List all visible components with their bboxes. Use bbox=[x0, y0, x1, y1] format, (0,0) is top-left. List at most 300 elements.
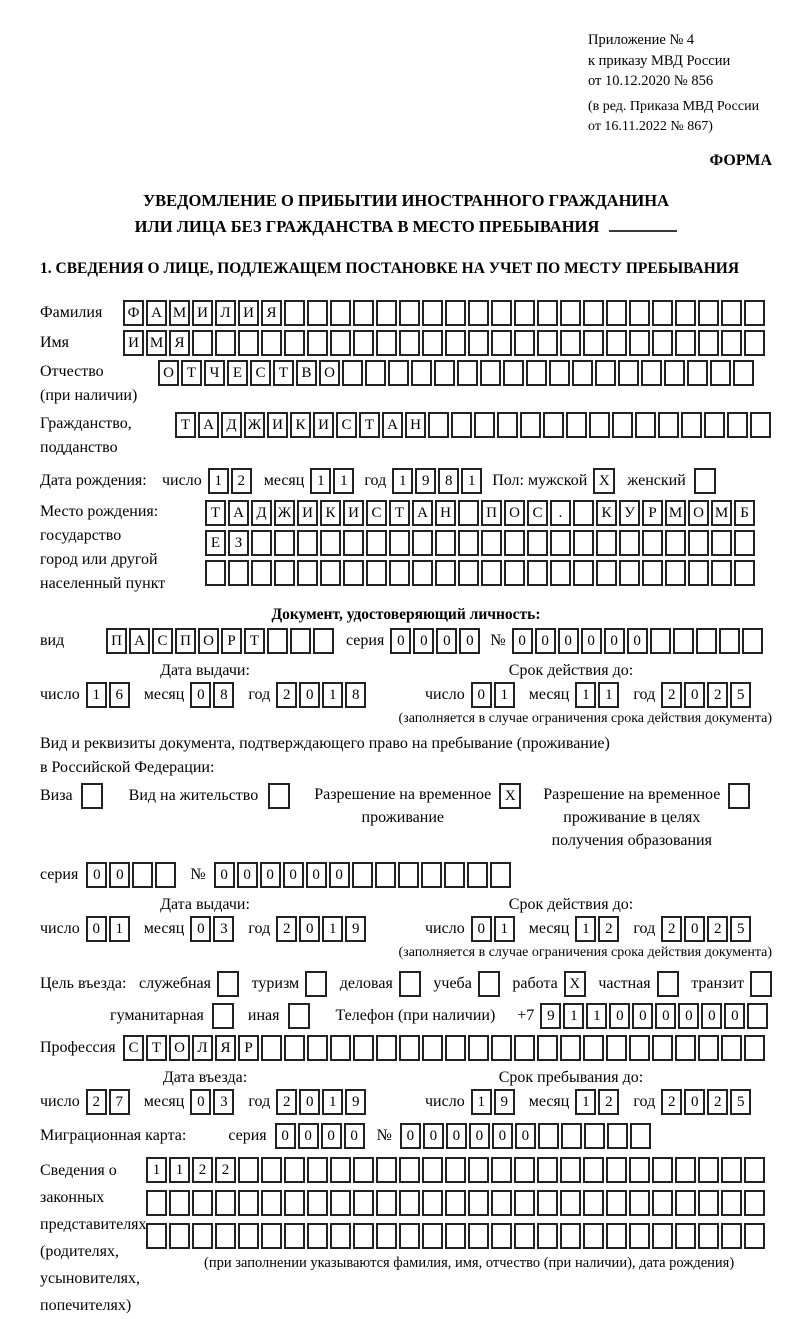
char-cell[interactable] bbox=[721, 300, 742, 326]
char-cell[interactable] bbox=[320, 560, 341, 586]
char-cell[interactable]: 2 bbox=[661, 682, 682, 708]
char-cell[interactable] bbox=[696, 628, 717, 654]
char-cell[interactable]: 2 bbox=[276, 682, 297, 708]
char-cell[interactable]: Я bbox=[169, 330, 190, 356]
char-cell[interactable] bbox=[561, 1123, 582, 1149]
char-cell[interactable]: 0 bbox=[423, 1123, 444, 1149]
char-cell[interactable] bbox=[313, 628, 334, 654]
char-cell[interactable]: 0 bbox=[299, 916, 320, 942]
char-cell[interactable] bbox=[675, 1190, 696, 1216]
char-cell[interactable] bbox=[583, 1190, 604, 1216]
char-cell[interactable]: 9 bbox=[345, 916, 366, 942]
char-cell[interactable]: 0 bbox=[632, 1003, 653, 1029]
char-cell[interactable]: И bbox=[192, 300, 213, 326]
char-cell[interactable] bbox=[618, 360, 639, 386]
char-cell[interactable] bbox=[560, 300, 581, 326]
char-cell[interactable]: 2 bbox=[598, 1089, 619, 1115]
char-cell[interactable] bbox=[520, 412, 541, 438]
char-cell[interactable]: 0 bbox=[471, 682, 492, 708]
char-cell[interactable] bbox=[606, 1223, 627, 1249]
char-cell[interactable]: С bbox=[336, 412, 357, 438]
char-cell[interactable]: 2 bbox=[192, 1157, 213, 1183]
char-cell[interactable] bbox=[527, 560, 548, 586]
char-cell[interactable]: И bbox=[297, 500, 318, 526]
char-cell[interactable] bbox=[375, 862, 396, 888]
char-cell[interactable]: Ж bbox=[244, 412, 265, 438]
char-cell[interactable] bbox=[583, 1157, 604, 1183]
char-cell[interactable] bbox=[514, 300, 535, 326]
char-cell[interactable]: Л bbox=[215, 300, 236, 326]
char-cell[interactable]: С bbox=[123, 1035, 144, 1061]
char-cell[interactable]: Ч bbox=[204, 360, 225, 386]
char-cell[interactable] bbox=[330, 330, 351, 356]
char-cell[interactable] bbox=[353, 1157, 374, 1183]
char-cell[interactable]: 0 bbox=[724, 1003, 745, 1029]
char-cell[interactable] bbox=[457, 360, 478, 386]
char-cell[interactable]: 0 bbox=[684, 682, 705, 708]
char-cell[interactable]: М bbox=[711, 500, 732, 526]
char-cell[interactable] bbox=[238, 1157, 259, 1183]
char-cell[interactable] bbox=[284, 1223, 305, 1249]
char-cell[interactable] bbox=[468, 1223, 489, 1249]
char-cell[interactable]: 1 bbox=[310, 468, 331, 494]
char-cell[interactable]: 1 bbox=[322, 916, 343, 942]
char-cell[interactable] bbox=[468, 300, 489, 326]
char-cell[interactable]: 8 bbox=[345, 682, 366, 708]
char-cell[interactable]: 0 bbox=[344, 1123, 365, 1149]
char-cell[interactable] bbox=[399, 1190, 420, 1216]
char-cell[interactable]: 1 bbox=[563, 1003, 584, 1029]
char-cell[interactable] bbox=[560, 1190, 581, 1216]
char-cell[interactable]: 0 bbox=[283, 862, 304, 888]
char-cell[interactable]: 2 bbox=[707, 1089, 728, 1115]
char-cell[interactable]: 0 bbox=[469, 1123, 490, 1149]
char-cell[interactable]: Т bbox=[359, 412, 380, 438]
char-cell[interactable]: У bbox=[619, 500, 640, 526]
char-cell[interactable]: С bbox=[250, 360, 271, 386]
char-cell[interactable] bbox=[504, 530, 525, 556]
char-cell[interactable]: 0 bbox=[459, 628, 480, 654]
char-cell[interactable] bbox=[307, 1157, 328, 1183]
char-cell[interactable] bbox=[675, 330, 696, 356]
purpose-official-checkbox[interactable] bbox=[217, 971, 239, 997]
char-cell[interactable]: Т bbox=[175, 412, 196, 438]
char-cell[interactable] bbox=[733, 360, 754, 386]
char-cell[interactable] bbox=[596, 560, 617, 586]
char-cell[interactable]: Е bbox=[227, 360, 248, 386]
char-cell[interactable] bbox=[526, 360, 547, 386]
char-cell[interactable] bbox=[710, 360, 731, 386]
temp-residence-checkbox[interactable]: X bbox=[499, 783, 521, 809]
char-cell[interactable] bbox=[353, 1223, 374, 1249]
char-cell[interactable]: 0 bbox=[515, 1123, 536, 1149]
char-cell[interactable]: П bbox=[481, 500, 502, 526]
char-cell[interactable]: 5 bbox=[730, 916, 751, 942]
char-cell[interactable] bbox=[583, 1223, 604, 1249]
char-cell[interactable] bbox=[629, 1157, 650, 1183]
char-cell[interactable] bbox=[215, 1223, 236, 1249]
residence-permit-checkbox[interactable] bbox=[268, 783, 290, 809]
char-cell[interactable] bbox=[619, 560, 640, 586]
char-cell[interactable] bbox=[711, 530, 732, 556]
char-cell[interactable] bbox=[619, 530, 640, 556]
char-cell[interactable] bbox=[307, 330, 328, 356]
char-cell[interactable]: О bbox=[688, 500, 709, 526]
char-cell[interactable] bbox=[284, 1035, 305, 1061]
char-cell[interactable]: . bbox=[550, 500, 571, 526]
char-cell[interactable] bbox=[491, 300, 512, 326]
char-cell[interactable]: И bbox=[267, 412, 288, 438]
char-cell[interactable] bbox=[353, 300, 374, 326]
char-cell[interactable]: 0 bbox=[214, 862, 235, 888]
char-cell[interactable] bbox=[458, 530, 479, 556]
char-cell[interactable]: В bbox=[296, 360, 317, 386]
char-cell[interactable]: 0 bbox=[190, 916, 211, 942]
char-cell[interactable]: И bbox=[313, 412, 334, 438]
char-cell[interactable] bbox=[481, 560, 502, 586]
char-cell[interactable]: 2 bbox=[707, 682, 728, 708]
char-cell[interactable] bbox=[215, 1190, 236, 1216]
char-cell[interactable] bbox=[566, 412, 587, 438]
char-cell[interactable]: 8 bbox=[213, 682, 234, 708]
char-cell[interactable]: 0 bbox=[535, 628, 556, 654]
char-cell[interactable]: Р bbox=[642, 500, 663, 526]
char-cell[interactable]: 0 bbox=[701, 1003, 722, 1029]
char-cell[interactable]: 2 bbox=[598, 916, 619, 942]
char-cell[interactable] bbox=[376, 1035, 397, 1061]
char-cell[interactable] bbox=[573, 500, 594, 526]
char-cell[interactable] bbox=[629, 1035, 650, 1061]
char-cell[interactable] bbox=[573, 560, 594, 586]
char-cell[interactable] bbox=[192, 330, 213, 356]
char-cell[interactable] bbox=[284, 330, 305, 356]
char-cell[interactable] bbox=[353, 330, 374, 356]
char-cell[interactable] bbox=[251, 560, 272, 586]
char-cell[interactable]: К bbox=[290, 412, 311, 438]
char-cell[interactable]: 2 bbox=[276, 1089, 297, 1115]
char-cell[interactable]: 7 bbox=[109, 1089, 130, 1115]
char-cell[interactable] bbox=[412, 560, 433, 586]
char-cell[interactable]: Ж bbox=[274, 500, 295, 526]
purpose-private-checkbox[interactable] bbox=[657, 971, 679, 997]
char-cell[interactable] bbox=[389, 560, 410, 586]
char-cell[interactable] bbox=[434, 360, 455, 386]
char-cell[interactable] bbox=[422, 1157, 443, 1183]
char-cell[interactable] bbox=[422, 1190, 443, 1216]
char-cell[interactable] bbox=[652, 1157, 673, 1183]
char-cell[interactable] bbox=[573, 530, 594, 556]
char-cell[interactable] bbox=[527, 530, 548, 556]
char-cell[interactable]: Б bbox=[734, 500, 755, 526]
char-cell[interactable]: М bbox=[146, 330, 167, 356]
char-cell[interactable]: 1 bbox=[586, 1003, 607, 1029]
char-cell[interactable] bbox=[721, 1223, 742, 1249]
char-cell[interactable] bbox=[284, 1190, 305, 1216]
char-cell[interactable] bbox=[665, 530, 686, 556]
char-cell[interactable] bbox=[504, 560, 525, 586]
char-cell[interactable]: 1 bbox=[461, 468, 482, 494]
char-cell[interactable] bbox=[652, 1190, 673, 1216]
char-cell[interactable]: 0 bbox=[306, 862, 327, 888]
char-cell[interactable] bbox=[399, 330, 420, 356]
char-cell[interactable] bbox=[320, 530, 341, 556]
char-cell[interactable] bbox=[543, 412, 564, 438]
char-cell[interactable] bbox=[688, 530, 709, 556]
char-cell[interactable] bbox=[744, 300, 765, 326]
char-cell[interactable] bbox=[584, 1123, 605, 1149]
char-cell[interactable] bbox=[330, 1157, 351, 1183]
char-cell[interactable]: А bbox=[129, 628, 150, 654]
char-cell[interactable]: 1 bbox=[575, 682, 596, 708]
char-cell[interactable]: С bbox=[366, 500, 387, 526]
char-cell[interactable]: 0 bbox=[627, 628, 648, 654]
char-cell[interactable]: 0 bbox=[275, 1123, 296, 1149]
purpose-humanitarian-checkbox[interactable] bbox=[212, 1003, 234, 1029]
char-cell[interactable] bbox=[468, 330, 489, 356]
male-checkbox[interactable]: X bbox=[593, 468, 615, 494]
char-cell[interactable] bbox=[376, 1223, 397, 1249]
char-cell[interactable] bbox=[284, 300, 305, 326]
char-cell[interactable]: 1 bbox=[169, 1157, 190, 1183]
char-cell[interactable] bbox=[445, 1223, 466, 1249]
char-cell[interactable]: О bbox=[158, 360, 179, 386]
char-cell[interactable] bbox=[389, 530, 410, 556]
char-cell[interactable]: 0 bbox=[400, 1123, 421, 1149]
char-cell[interactable] bbox=[422, 300, 443, 326]
char-cell[interactable]: 0 bbox=[581, 628, 602, 654]
char-cell[interactable] bbox=[742, 628, 763, 654]
char-cell[interactable] bbox=[698, 1190, 719, 1216]
char-cell[interactable]: 9 bbox=[494, 1089, 515, 1115]
char-cell[interactable] bbox=[474, 412, 495, 438]
char-cell[interactable] bbox=[343, 530, 364, 556]
char-cell[interactable] bbox=[290, 628, 311, 654]
char-cell[interactable] bbox=[665, 560, 686, 586]
char-cell[interactable] bbox=[596, 530, 617, 556]
char-cell[interactable] bbox=[560, 1035, 581, 1061]
char-cell[interactable] bbox=[658, 412, 679, 438]
char-cell[interactable]: Н bbox=[435, 500, 456, 526]
char-cell[interactable] bbox=[451, 412, 472, 438]
char-cell[interactable] bbox=[560, 1157, 581, 1183]
char-cell[interactable] bbox=[353, 1035, 374, 1061]
char-cell[interactable]: 1 bbox=[392, 468, 413, 494]
char-cell[interactable] bbox=[352, 862, 373, 888]
char-cell[interactable]: 9 bbox=[345, 1089, 366, 1115]
char-cell[interactable] bbox=[398, 862, 419, 888]
char-cell[interactable] bbox=[642, 560, 663, 586]
char-cell[interactable] bbox=[606, 300, 627, 326]
char-cell[interactable]: 2 bbox=[215, 1157, 236, 1183]
char-cell[interactable]: Ф bbox=[123, 300, 144, 326]
char-cell[interactable]: 0 bbox=[321, 1123, 342, 1149]
char-cell[interactable] bbox=[698, 1223, 719, 1249]
char-cell[interactable]: 0 bbox=[655, 1003, 676, 1029]
char-cell[interactable]: 0 bbox=[86, 916, 107, 942]
char-cell[interactable] bbox=[445, 1035, 466, 1061]
char-cell[interactable]: Т bbox=[273, 360, 294, 386]
char-cell[interactable] bbox=[307, 1190, 328, 1216]
char-cell[interactable] bbox=[422, 1035, 443, 1061]
char-cell[interactable] bbox=[297, 530, 318, 556]
char-cell[interactable] bbox=[537, 1223, 558, 1249]
char-cell[interactable]: 1 bbox=[471, 1089, 492, 1115]
char-cell[interactable] bbox=[721, 1035, 742, 1061]
char-cell[interactable] bbox=[353, 1190, 374, 1216]
char-cell[interactable]: 6 bbox=[109, 682, 130, 708]
char-cell[interactable] bbox=[468, 1190, 489, 1216]
char-cell[interactable] bbox=[468, 1035, 489, 1061]
char-cell[interactable] bbox=[376, 330, 397, 356]
char-cell[interactable] bbox=[721, 1157, 742, 1183]
char-cell[interactable] bbox=[421, 862, 442, 888]
char-cell[interactable] bbox=[537, 1035, 558, 1061]
char-cell[interactable] bbox=[445, 330, 466, 356]
char-cell[interactable]: 0 bbox=[86, 862, 107, 888]
char-cell[interactable]: А bbox=[382, 412, 403, 438]
char-cell[interactable] bbox=[711, 560, 732, 586]
char-cell[interactable] bbox=[267, 628, 288, 654]
char-cell[interactable] bbox=[497, 412, 518, 438]
char-cell[interactable]: К bbox=[320, 500, 341, 526]
char-cell[interactable] bbox=[675, 1157, 696, 1183]
char-cell[interactable]: 0 bbox=[436, 628, 457, 654]
char-cell[interactable] bbox=[468, 1157, 489, 1183]
char-cell[interactable]: Р bbox=[238, 1035, 259, 1061]
char-cell[interactable] bbox=[155, 862, 176, 888]
char-cell[interactable] bbox=[376, 1157, 397, 1183]
char-cell[interactable] bbox=[727, 412, 748, 438]
char-cell[interactable] bbox=[445, 1157, 466, 1183]
char-cell[interactable]: Т bbox=[389, 500, 410, 526]
char-cell[interactable] bbox=[673, 628, 694, 654]
char-cell[interactable] bbox=[307, 1223, 328, 1249]
char-cell[interactable] bbox=[491, 1190, 512, 1216]
char-cell[interactable] bbox=[687, 360, 708, 386]
char-cell[interactable] bbox=[595, 360, 616, 386]
purpose-work-checkbox[interactable]: X bbox=[564, 971, 586, 997]
char-cell[interactable]: 0 bbox=[609, 1003, 630, 1029]
char-cell[interactable] bbox=[606, 330, 627, 356]
char-cell[interactable] bbox=[422, 1223, 443, 1249]
purpose-transit-checkbox[interactable] bbox=[750, 971, 772, 997]
char-cell[interactable] bbox=[411, 360, 432, 386]
char-cell[interactable] bbox=[642, 530, 663, 556]
char-cell[interactable]: А bbox=[228, 500, 249, 526]
char-cell[interactable]: О bbox=[169, 1035, 190, 1061]
char-cell[interactable] bbox=[514, 1223, 535, 1249]
char-cell[interactable] bbox=[537, 300, 558, 326]
char-cell[interactable] bbox=[480, 360, 501, 386]
char-cell[interactable] bbox=[514, 1157, 535, 1183]
char-cell[interactable] bbox=[261, 1190, 282, 1216]
char-cell[interactable] bbox=[192, 1223, 213, 1249]
char-cell[interactable] bbox=[744, 1035, 765, 1061]
char-cell[interactable]: Т bbox=[181, 360, 202, 386]
char-cell[interactable]: 0 bbox=[446, 1123, 467, 1149]
char-cell[interactable] bbox=[261, 1035, 282, 1061]
char-cell[interactable]: 3 bbox=[213, 1089, 234, 1115]
char-cell[interactable]: О bbox=[198, 628, 219, 654]
char-cell[interactable]: 1 bbox=[322, 1089, 343, 1115]
char-cell[interactable] bbox=[445, 1190, 466, 1216]
char-cell[interactable]: Н bbox=[405, 412, 426, 438]
char-cell[interactable] bbox=[366, 560, 387, 586]
purpose-business-checkbox[interactable] bbox=[399, 971, 421, 997]
char-cell[interactable] bbox=[675, 1223, 696, 1249]
char-cell[interactable]: Я bbox=[261, 300, 282, 326]
char-cell[interactable] bbox=[365, 360, 386, 386]
char-cell[interactable] bbox=[238, 1223, 259, 1249]
char-cell[interactable] bbox=[238, 1190, 259, 1216]
char-cell[interactable] bbox=[652, 1035, 673, 1061]
char-cell[interactable] bbox=[399, 1157, 420, 1183]
char-cell[interactable] bbox=[629, 300, 650, 326]
char-cell[interactable]: С bbox=[527, 500, 548, 526]
char-cell[interactable]: 2 bbox=[86, 1089, 107, 1115]
char-cell[interactable] bbox=[238, 330, 259, 356]
char-cell[interactable]: 1 bbox=[598, 682, 619, 708]
char-cell[interactable] bbox=[412, 530, 433, 556]
char-cell[interactable] bbox=[704, 412, 725, 438]
char-cell[interactable] bbox=[428, 412, 449, 438]
char-cell[interactable] bbox=[550, 560, 571, 586]
char-cell[interactable] bbox=[330, 1190, 351, 1216]
char-cell[interactable] bbox=[490, 862, 511, 888]
char-cell[interactable] bbox=[583, 330, 604, 356]
char-cell[interactable] bbox=[435, 560, 456, 586]
char-cell[interactable] bbox=[284, 1157, 305, 1183]
char-cell[interactable]: 2 bbox=[661, 1089, 682, 1115]
char-cell[interactable]: 0 bbox=[109, 862, 130, 888]
char-cell[interactable]: 9 bbox=[415, 468, 436, 494]
char-cell[interactable] bbox=[458, 560, 479, 586]
char-cell[interactable] bbox=[719, 628, 740, 654]
char-cell[interactable]: П bbox=[106, 628, 127, 654]
char-cell[interactable]: Я bbox=[215, 1035, 236, 1061]
char-cell[interactable]: И bbox=[123, 330, 144, 356]
char-cell[interactable] bbox=[635, 412, 656, 438]
char-cell[interactable] bbox=[261, 1157, 282, 1183]
char-cell[interactable]: 5 bbox=[730, 682, 751, 708]
female-checkbox[interactable] bbox=[694, 468, 716, 494]
char-cell[interactable]: 2 bbox=[707, 916, 728, 942]
char-cell[interactable] bbox=[444, 862, 465, 888]
char-cell[interactable]: 1 bbox=[146, 1157, 167, 1183]
char-cell[interactable]: И bbox=[343, 500, 364, 526]
char-cell[interactable]: 3 bbox=[213, 916, 234, 942]
char-cell[interactable] bbox=[481, 530, 502, 556]
char-cell[interactable] bbox=[698, 330, 719, 356]
char-cell[interactable]: А bbox=[412, 500, 433, 526]
char-cell[interactable] bbox=[629, 1223, 650, 1249]
char-cell[interactable] bbox=[307, 300, 328, 326]
char-cell[interactable]: К bbox=[596, 500, 617, 526]
char-cell[interactable]: Т bbox=[146, 1035, 167, 1061]
char-cell[interactable]: А bbox=[198, 412, 219, 438]
char-cell[interactable] bbox=[560, 330, 581, 356]
char-cell[interactable] bbox=[641, 360, 662, 386]
char-cell[interactable] bbox=[458, 500, 479, 526]
char-cell[interactable] bbox=[169, 1223, 190, 1249]
visa-checkbox[interactable] bbox=[81, 783, 103, 809]
char-cell[interactable] bbox=[688, 560, 709, 586]
char-cell[interactable] bbox=[342, 360, 363, 386]
char-cell[interactable] bbox=[734, 560, 755, 586]
char-cell[interactable]: Р bbox=[221, 628, 242, 654]
char-cell[interactable] bbox=[251, 530, 272, 556]
char-cell[interactable]: 0 bbox=[471, 916, 492, 942]
